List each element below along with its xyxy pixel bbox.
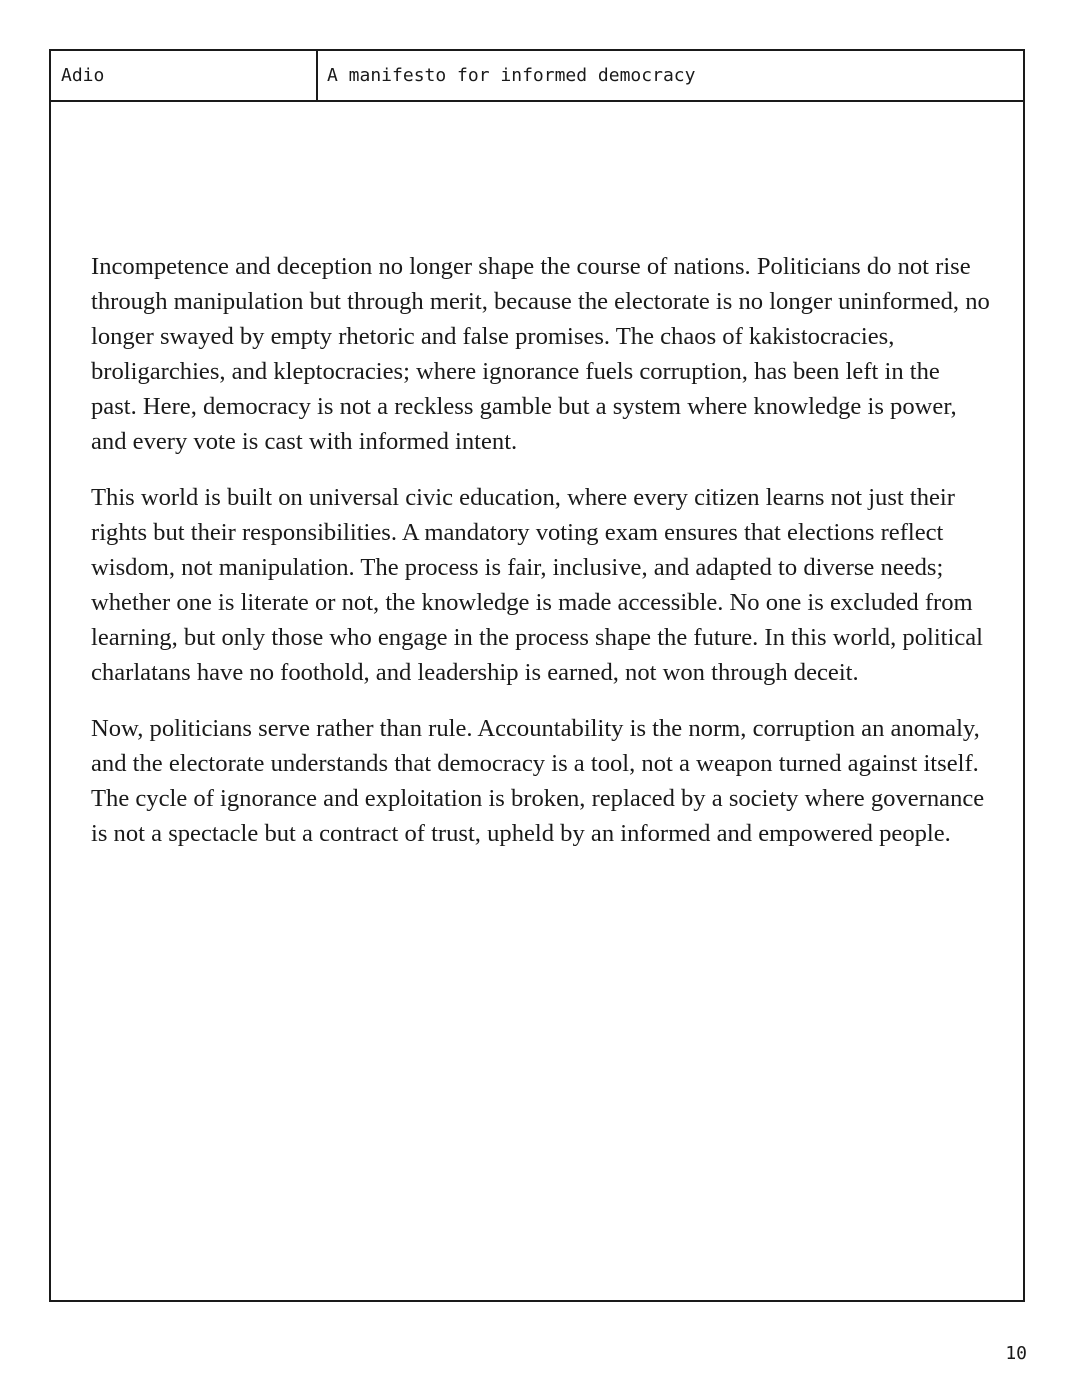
header-title: A manifesto for informed democracy xyxy=(327,65,696,86)
paragraph-2: This world is built on universal civic education, where every citizen learns not just their rights but their responsibilities. A mandatory voting exam ensures that elections reflect wisdom, not manipulation. The process is fair, inclusive, and adapted to diverse needs; whether one is literate or not, the knowledge is made accessible. No one is excluded from learning, but only those who engage in the process shape the future. In this world, political charlatans have no foothold, and leadership is earned, not won through deceit. xyxy=(91,484,983,686)
page-number: 10 xyxy=(1005,1343,1027,1364)
header-author: Adio xyxy=(51,51,318,100)
page-header xyxy=(51,51,1023,102)
paragraph-3: Now, politicians serve rather than rule. Accountability is the norm, corruption an anomaly, and the electorate understands that democracy is a tool, not a weapon turned against itself. The cycle of ignorance and exploitation is broken, replaced by a society where governance is not a spectacle but a contract of trust, upheld by an informed and empowered people. xyxy=(91,715,985,847)
body-text xyxy=(91,249,991,872)
paragraph-1: Incompetence and deception no longer shape the course of nations. Politicians do not rise through manipulation but through merit, because the electorate is no longer uninformed, no longer swayed by empty rhetoric and false promises. The chaos of kakistocracies, broligarchies, and kleptocracies; where ignorance fuels corruption, has been left in the past. Here, democracy is not a reckless gamble but a system where knowledge is power, and every vote is cast with informed intent. xyxy=(91,253,990,455)
page-frame xyxy=(49,49,1025,1302)
